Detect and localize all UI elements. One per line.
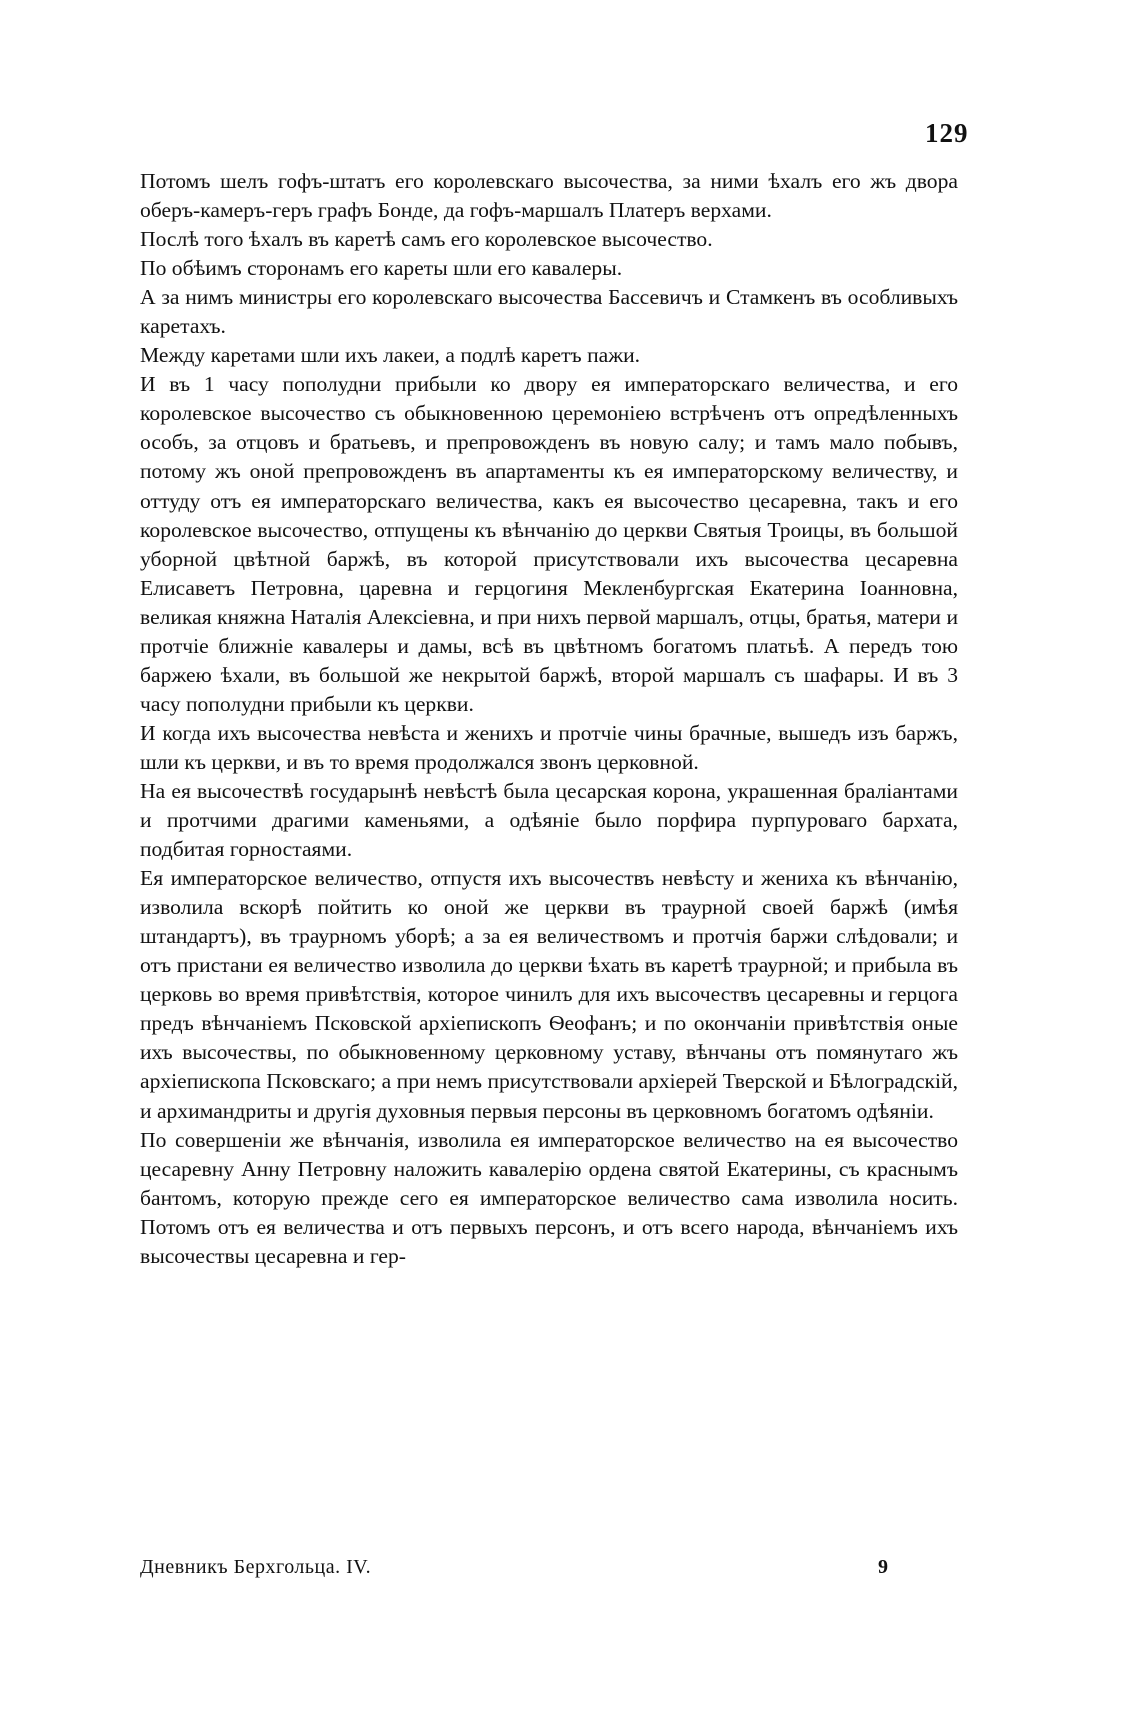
paragraph: Между каретами шли ихъ лакеи, а подлѣ каретъ пажи. xyxy=(140,343,641,368)
paragraph: А за нимъ министры его королевскаго высочества Бассевичъ и Стамкенъ въ особливыхъ каретахъ. xyxy=(140,285,958,339)
signature-mark: 9 xyxy=(878,1556,888,1578)
paragraph: Послѣ того ѣхалъ въ каретѣ самъ его королевское высочество. xyxy=(140,227,713,252)
paragraph: На ея высочествѣ государынѣ невѣстѣ была цесарская корона, украшенная браліантами и протчими драгими каменьями, а одѣяніе было порфира пурпуроваго бархата, подбитая горностаями. xyxy=(140,778,958,862)
running-footer-title: Дневникъ Берхгольца. IV. xyxy=(140,1556,372,1578)
paragraph: Потомъ шелъ гофъ-штатъ его королевскаго высочества, за ними ѣхалъ его жъ двора оберъ-камеръ-геръ графъ Бонде, да гофъ-маршалъ Платеръ верхами. xyxy=(140,169,958,223)
paragraph: По обѣимъ сторонамъ его кареты шли его кавалеры. xyxy=(140,256,623,281)
paragraph: По совершеніи же вѣнчанія, изволила ея императорское величество на ея высочество цесаревну Анну Петровну наложить кавалерію ордена святой Екатерины, съ краснымъ бантомъ, которую прежде сего ея императорское величество сама изволила носить. Потомъ отъ ея величества и отъ первыхъ персонъ, и отъ всего народа, вѣнчаніемъ ихъ высочествы цесаревна и гер- xyxy=(140,1127,958,1268)
paragraph: И когда ихъ высочества невѣста и женихъ и протчіе чины брачные, вышедъ изъ баржъ, шли къ церкви, и въ то время продолжался звонъ церковной. xyxy=(140,720,958,774)
page-footer xyxy=(140,1556,960,1586)
paragraph: И въ 1 часу пополудни прибыли ко двору ея императорскаго величества, и его королевское высочество съ обыкновенною церемоніею встрѣченъ отъ опредѣленныхъ особъ, за отцовъ и братьевъ, и препровожденъ въ новую салу; и тамъ мало побывъ, потому жъ оной препровожденъ въ апартаменты къ ея императорскому величеству, и оттуду отъ ея императорскаго величества, какъ ея высочество цесаревна, такъ и его королевское высочество, отпущены къ вѣнчанію до церкви Святыя Троицы, въ большой уборной цвѣтной баржѣ, въ которой присутствовали ихъ высочества цесаревна Елисаветъ Петровна, царевна и герцогиня Мекленбургская Екатерина Іоанновна, великая княжна Наталія Алексіевна, и при нихъ первой маршалъ, отцы, братья, матери и протчіе ближніе кавалеры и дамы, всѣ въ цвѣтномъ богатомъ платьѣ. А передъ тою баржею ѣхали, въ большой же некрытой баржѣ, второй маршалъ съ шафары. И въ 3 часу пополудни прибыли къ церкви. xyxy=(140,372,958,716)
body-text xyxy=(140,167,958,1271)
page-number: 129 xyxy=(925,118,969,148)
paragraph: Ея императорское величество, отпустя ихъ высочествъ невѣсту и жениха къ вѣнчанію, изволила вскорѣ пойтить ко оной же церкви въ траурной своей баржѣ (имѣя штандартъ), въ траурномъ уборѣ; а за ея величествомъ и протчія баржи слѣдовали; и отъ пристани ея величество изволила до церкви ѣхать въ каретѣ траурной; и прибыла въ церковь во время привѣтствія, которое чинилъ для ихъ высочествъ цесаревны и герцога предъ вѣнчаніемъ Псковской архіепископъ Ѳеофанъ; и по окончаніи привѣтствія оные ихъ высочествы, по обыкновенному церковному уставу, вѣнчаны отъ помянутаго жъ архіепископа Псковскаго; а при немъ присутствовали архіерей Тверской и Бѣлоградскій, и архимандриты и другія духовныя первыя персоны въ церковномъ богатомъ одѣяніи. xyxy=(140,866,958,1123)
